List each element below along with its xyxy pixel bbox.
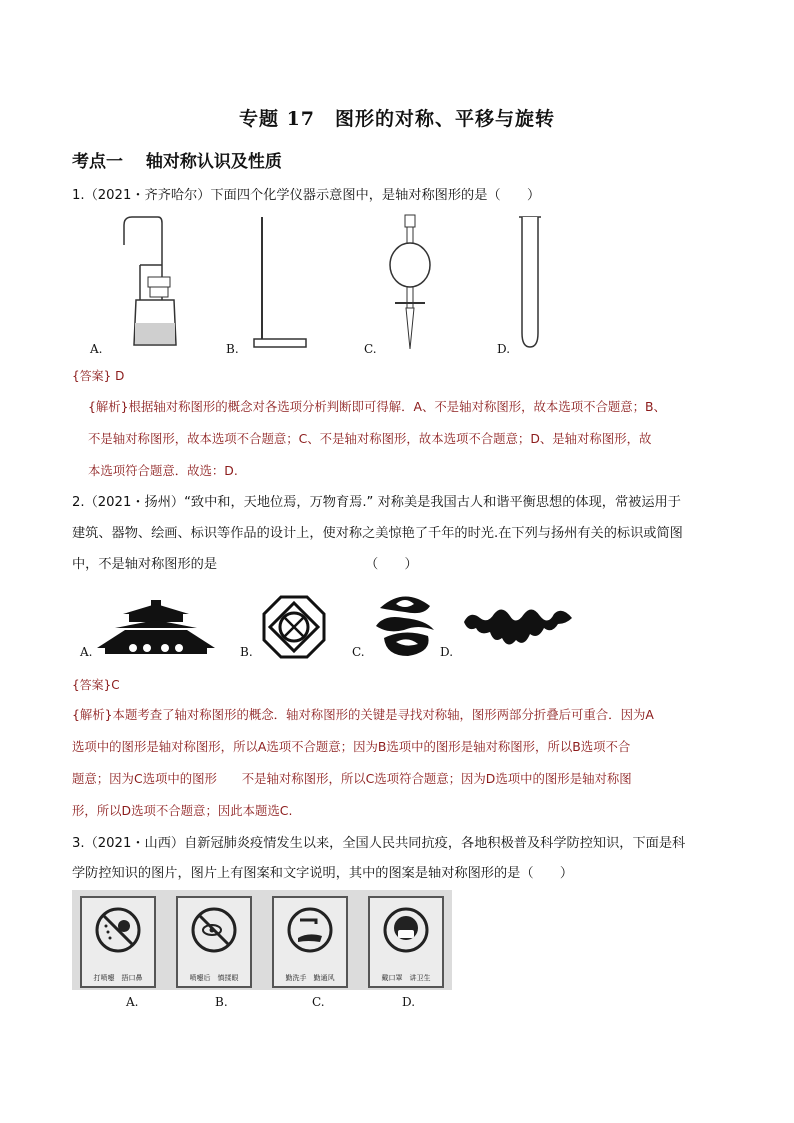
q3-option-c: C. <box>312 995 325 1009</box>
q3-stem-line: 3.（2021・山西）自新冠肺炎疫情发生以来，全国人民共同抗疫，各地积极普及科学防控知识，下面是科 <box>72 836 686 851</box>
q2-option-a: A. <box>80 645 93 659</box>
q1-analysis-line: 不是轴对称图形，故本选项不合题意；C、不是轴对称图形，故本选项不合题意；D、是轴对称图形，故 <box>88 431 652 446</box>
apparatus-gas-bottle-figure <box>120 215 180 350</box>
q2-analysis-line: 形，所以D选项不合题意；因此本题选C. <box>72 803 293 818</box>
sign-caption: 勤洗手 勤通风 <box>285 974 335 982</box>
sneeze-icon <box>94 906 142 954</box>
section-heading: 考点一 轴对称认识及性质 <box>72 152 282 172</box>
sign-caption: 打喷嚏 捂口鼻 <box>93 974 143 982</box>
hand-wash-icon <box>286 906 334 954</box>
q1-analysis-line: {解析}根据轴对称图形的概念对各选项分析判断即可得解．A、不是轴对称图形，故本选项不合题意；B、 <box>88 399 666 414</box>
q3-option-a: A. <box>126 995 139 1009</box>
q1-stem: 1.（2021・齐齐哈尔）下面四个化学仪器示意图中，是轴对称图形的是（ ） <box>72 188 541 203</box>
q1-answer: {答案} D <box>72 369 125 383</box>
q1-option-b: B. <box>226 342 239 356</box>
q2-analysis-line: 题意；因为C选项中的图形 不是轴对称图形，所以C选项符合题意；因为D选项中的图形是轴对称图 <box>72 771 632 786</box>
eye-rub-sign <box>176 896 252 988</box>
q1-analysis-line: 本选项符合题意．故选：D. <box>88 463 238 478</box>
q2-answer-blank: （ ） <box>365 557 418 572</box>
q2-stem-line: 建筑、器物、绘画、标识等作品的设计上，使对称之美惊艳了千年的时光.在下列与扬州有关的标识或简图 <box>72 526 683 541</box>
apparatus-test-tube-figure <box>515 215 545 350</box>
q2-answer: {答案}C <box>72 678 120 692</box>
apparatus-iron-stand-figure <box>250 215 310 350</box>
sign-caption: 喷嚏后 慎揉眼 <box>189 974 239 982</box>
no-eye-rub-icon <box>190 906 238 954</box>
sign-caption: 戴口罩 讲卫生 <box>381 974 431 982</box>
q2-option-b: B. <box>240 645 253 659</box>
q3-stem-line: 学防控知识的图片，图片上有图案和文字说明，其中的图案是轴对称图形的是（ ） <box>72 866 574 881</box>
page-title: 专题 17 图形的对称、平移与旋转 <box>238 108 556 130</box>
q3-option-d: D. <box>402 995 416 1009</box>
q1-option-d: D. <box>497 342 511 356</box>
q2-option-c: C. <box>352 645 365 659</box>
q2-analysis-line: {解析}本题考查了轴对称图形的概念．轴对称图形的关键是寻找对称轴，图形两部分折叠后可重合．因为A <box>72 707 654 722</box>
mask-icon <box>382 906 430 954</box>
swirl-emblem-figure <box>374 590 436 660</box>
cloud-shape-figure <box>462 600 574 652</box>
q2-stem-line: 中，不是轴对称图形的是 <box>72 557 218 572</box>
q2-stem-line: 2.（2021・扬州）“致中和，天地位焉，万物育焉.” 对称美是我国古人和谐平衡思想的体现，常被运用于 <box>72 495 681 510</box>
pavilion-logo-figure <box>95 598 217 654</box>
sneeze-sign <box>80 896 156 988</box>
q2-analysis-line: 选项中的图形是轴对称图形，所以A选项不合题意；因为B选项中的图形是轴对称图形，所以B选项不合 <box>72 739 631 754</box>
q2-option-d: D. <box>440 645 454 659</box>
hand-wash-sign <box>272 896 348 988</box>
q3-option-b: B. <box>215 995 228 1009</box>
mask-sign <box>368 896 444 988</box>
epidemic-signs-photo <box>72 890 452 990</box>
q1-option-a: A. <box>90 342 103 356</box>
octagon-window-figure <box>262 595 326 659</box>
apparatus-separatory-funnel-figure <box>385 213 435 353</box>
q1-option-c: C. <box>364 342 377 356</box>
